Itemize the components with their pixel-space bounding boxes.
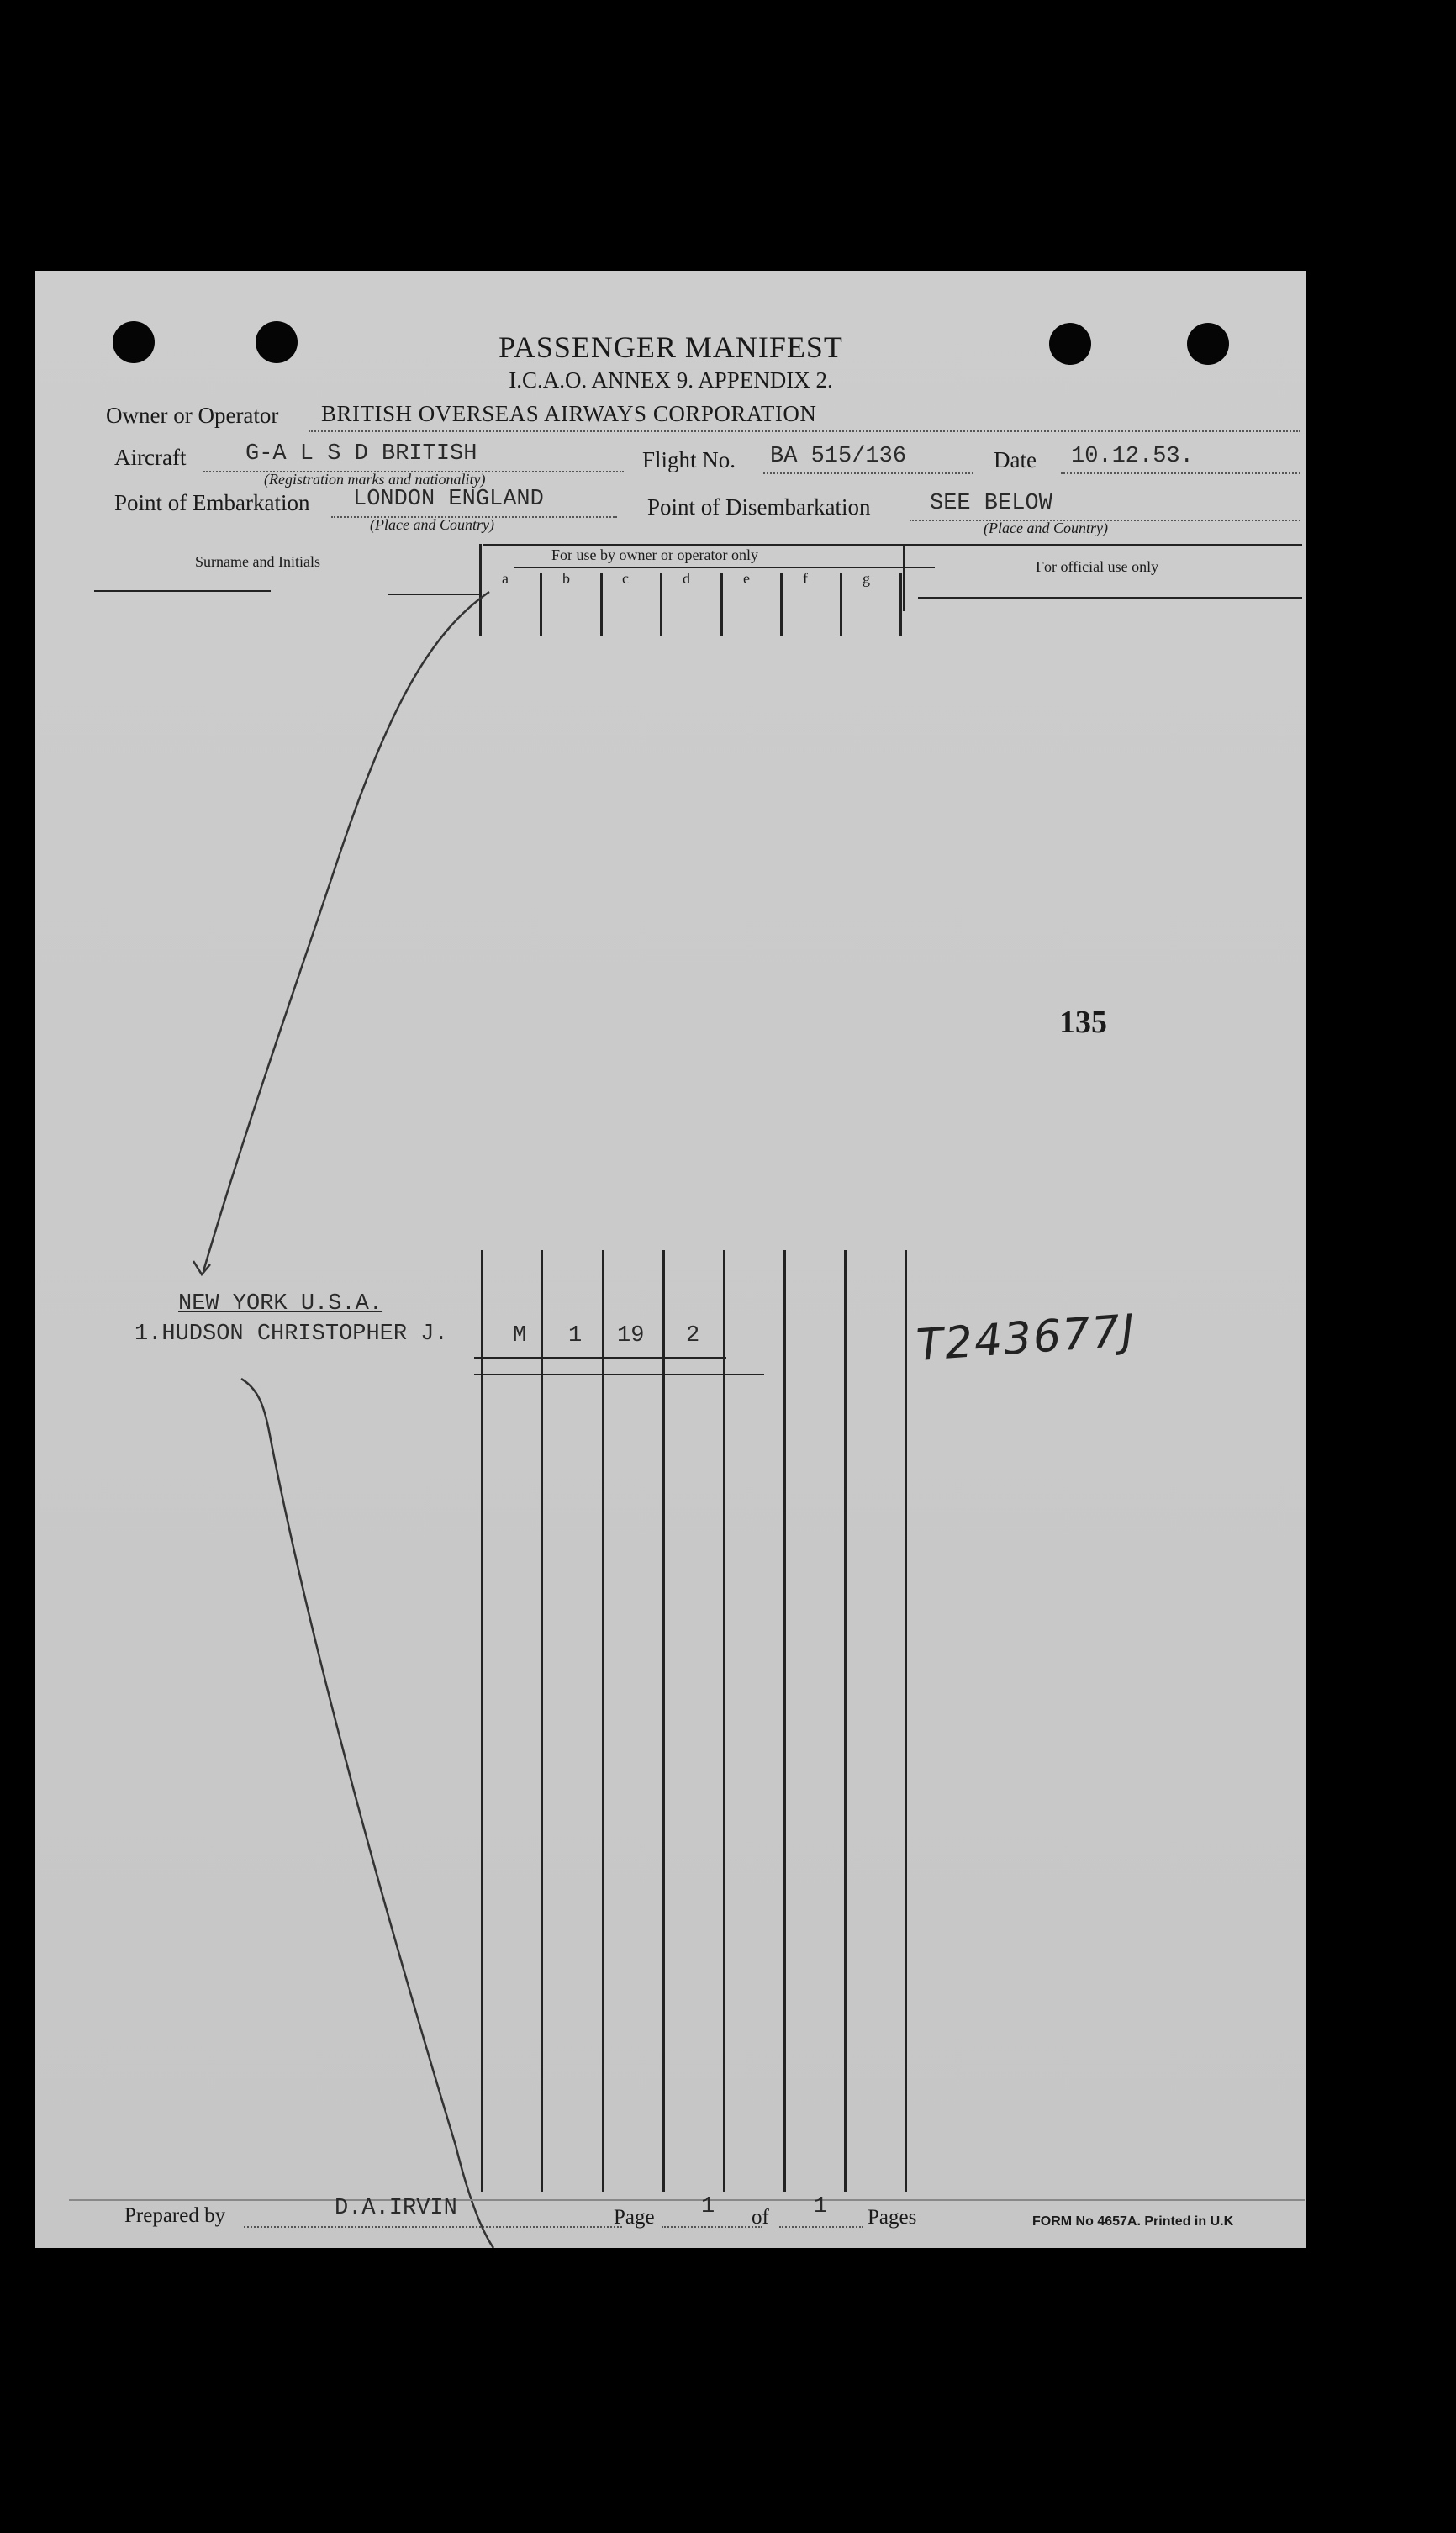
entry-col-b: 1 [568, 1323, 583, 1348]
page-label: Page [614, 2206, 655, 2229]
stamp-number: 135 [1059, 1005, 1107, 1040]
aircraft-note: (Registration marks and nationality) [264, 471, 486, 488]
col-header-official: For official use only [1036, 558, 1159, 575]
date-label: Date [994, 447, 1037, 472]
of-label: of [752, 2206, 769, 2229]
form-subtitle: I.C.A.O. ANNEX 9. APPENDIX 2. [509, 367, 833, 393]
passenger-name: 1.HUDSON CHRISTOPHER J. [135, 1322, 448, 1347]
sub-col-e: e [743, 570, 750, 587]
flight-value: BA 515/136 [770, 444, 907, 469]
official-handwritten-number: T243677J [915, 1305, 1138, 1372]
entry-col-d: 2 [686, 1323, 700, 1348]
prepared-by-label: Prepared by [124, 2204, 226, 2227]
page-value: 1 [701, 2194, 715, 2219]
entry-col-a: M [513, 1323, 527, 1348]
aircraft-label: Aircraft [114, 445, 187, 470]
disembark-label: Point of Disembarkation [647, 494, 871, 520]
embark-note: (Place and Country) [370, 516, 494, 533]
prepared-by-value: D.A.IRVIN [335, 2196, 457, 2221]
sub-col-c: c [622, 570, 629, 587]
disembark-note: (Place and Country) [984, 520, 1108, 536]
entry-col-c: 19 [617, 1323, 645, 1348]
col-header-owner-use: For use by owner or operator only [551, 546, 758, 563]
sub-col-f: f [803, 570, 808, 587]
pages-label: Pages [868, 2206, 917, 2229]
sub-col-b: b [562, 570, 570, 587]
sub-col-a: a [502, 570, 509, 587]
destination-heading: NEW YORK U.S.A. [178, 1291, 383, 1317]
embark-label: Point of Embarkation [114, 490, 310, 515]
form-number: FORM No 4657A. Printed in U.K [1032, 2214, 1234, 2229]
col-header-surname: Surname and Initials [195, 553, 320, 570]
sub-col-g: g [863, 570, 870, 587]
owner-label: Owner or Operator [106, 403, 279, 428]
flight-label: Flight No. [642, 447, 736, 472]
sub-col-d: d [683, 570, 690, 587]
form-title: PASSENGER MANIFEST [499, 330, 843, 364]
owner-value: BRITISH OVERSEAS AIRWAYS CORPORATION [321, 401, 817, 426]
embark-value: LONDON ENGLAND [353, 487, 544, 512]
pen-strokes [35, 271, 1306, 2248]
disembark-value: SEE BELOW [930, 491, 1052, 516]
manifest-sheet [35, 271, 1306, 2248]
aircraft-value: G-A L S D BRITISH [245, 441, 477, 467]
date-value: 10.12.53. [1071, 444, 1194, 469]
pages-value: 1 [814, 2194, 828, 2219]
